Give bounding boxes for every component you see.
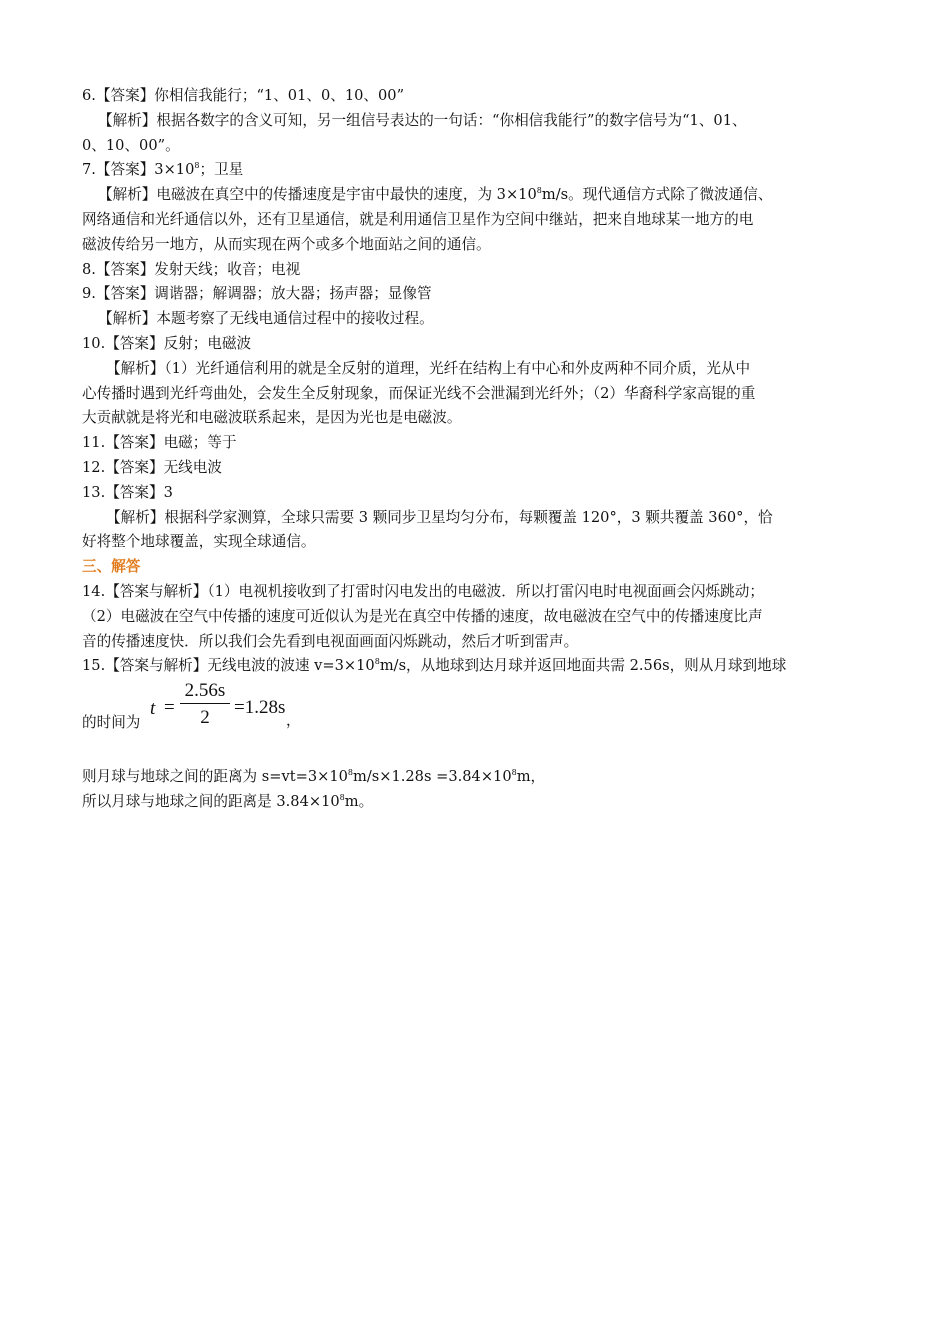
q10-analysis-line-3: 大贡献就是将光和电磁波联系起来，是因为光也是电磁波。 <box>82 409 462 427</box>
spacer <box>82 739 872 765</box>
q6-answer: 6.【答案】你相信我能行；“1、01、0、10、00” <box>82 87 405 104</box>
formula-comma: ， <box>286 712 301 730</box>
q15-exponent: 8 <box>374 657 380 667</box>
section-heading: 三、解答 <box>82 558 141 576</box>
conclusion-text: 所以月球与地球之间的距离是 3.84×10 <box>82 792 340 810</box>
distance-text: 则月球与地球之间的距离为 s=vt=3×10 <box>82 768 348 786</box>
q7-analysis-exponent: 8 <box>536 186 542 196</box>
q6-analysis-line-2: 0、10、00”。 <box>82 136 180 154</box>
answer-sheet <box>82 84 872 815</box>
q14-line-2: （2）电磁波在空气中传播的速度可近似认为是光在真空中传播的速度，故电磁波在空气中的传播速度比声 <box>82 607 763 625</box>
q6-analysis-line-1: 【解析】根据各数字的含义可知，另一组信号表达的一句话：“你相信我能行”的数字信号为“1、01、 <box>98 111 747 129</box>
distance-exponent-2: 8 <box>511 768 517 778</box>
conclusion-text-tail: m。 <box>344 792 374 810</box>
q8-answer: 8.【答案】发射天线；收音；电视 <box>82 260 301 278</box>
formula-numerator: 2.56s <box>184 680 226 702</box>
q15-text-tail: m/s，从地球到达月球并返回地面共需 2.56s，则从月球到地球 <box>379 657 787 675</box>
q9-answer: 9.【答案】调谐器；解调器；放大器；扬声器；显像管 <box>82 285 432 303</box>
q15-distance-line <box>82 765 872 790</box>
q7-analysis-tail: m/s。现代通信方式除了微波通信、 <box>541 186 773 204</box>
q7-analysis-text: 【解析】电磁波在真空中的传播速度是宇宙中最快的速度，为 3×10 <box>98 186 537 204</box>
distance-text-mid: m/s×1.28s =3.84×10 <box>353 768 512 786</box>
q7-answer-exponent: 8 <box>194 161 200 171</box>
q15-conclusion-line <box>82 790 872 815</box>
distance-text-tail: m， <box>516 768 546 786</box>
formula-variable: t <box>150 698 156 720</box>
q7-analysis-line-3: 磁波传给另一地方，从而实现在两个或多个地面站之间的通信。 <box>82 235 491 253</box>
q7-answer-tail: ；卫星 <box>199 161 244 179</box>
q12-answer: 12.【答案】无线电波 <box>82 458 222 476</box>
q15-formula-row <box>82 679 872 739</box>
q7-analysis-line-1 <box>82 183 872 208</box>
q13-analysis-line-2: 好将整个地球覆盖，实现全球通信。 <box>82 533 316 551</box>
fraction-bar <box>180 703 230 704</box>
q7-analysis-line-2: 网络通信和光纤通信以外，还有卫星通信，就是利用通信卫星作为空间中继站，把来自地球某一地方的电 <box>82 210 754 228</box>
q10-analysis-line-2: 心传播时遇到光纤弯曲处，会发生全反射现象，而保证光线不会泄漏到光纤外；（2）华裔科学家高锟的重 <box>82 384 756 402</box>
distance-exponent-1: 8 <box>347 768 353 778</box>
q15-time-label: 的时间为 <box>82 714 141 732</box>
q13-answer: 13.【答案】3 <box>82 483 173 501</box>
q10-answer: 10.【答案】反射；电磁波 <box>82 334 252 352</box>
q10-analysis-line-1: 【解析】（1）光纤通信利用的就是全反射的道理，光纤在结构上有中心和外皮两种不同介质，光从中 <box>106 359 751 377</box>
q15-line-1 <box>82 654 872 679</box>
q9-analysis: 【解析】本题考察了无线电通信过程中的接收过程。 <box>98 310 434 328</box>
q11-answer: 11.【答案】电磁；等于 <box>82 434 237 452</box>
q14-line-3: 音的传播速度快．所以我们会先看到电视面画面闪烁跳动，然后才听到雷声。 <box>82 632 579 650</box>
q7-answer <box>82 158 872 183</box>
q13-analysis-line-1: 【解析】根据科学家测算，全球只需要 3 颗同步卫星均匀分布，每颗覆盖 120°，3 颗共覆盖 360°，恰 <box>106 508 773 526</box>
q7-answer-text: 7.【答案】3×10 <box>82 161 195 179</box>
q14-line-1: 14.【答案与解析】（1）电视机接收到了打雷时闪电发出的电磁波．所以打雷闪电时电视面画会闪烁跳动； <box>82 582 764 600</box>
q15-text: 15.【答案与解析】无线电波的波速 v=3×10 <box>82 657 375 675</box>
conclusion-exponent: 8 <box>339 792 345 802</box>
formula-denominator: 2 <box>200 707 210 729</box>
formula-result: =1.28s <box>234 697 286 719</box>
formula-equals: = <box>164 697 175 719</box>
